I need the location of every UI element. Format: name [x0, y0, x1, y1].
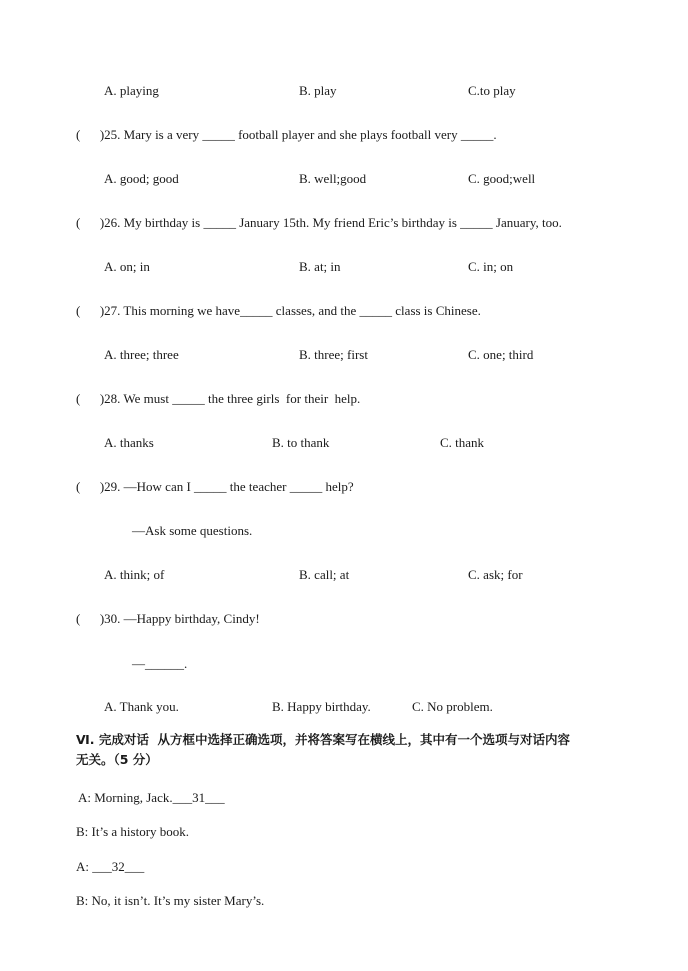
q25-option-a: A. good; good [104, 171, 179, 186]
q25-stem: ( )25. Mary is a very _____ football player and she plays football very _____. [76, 127, 497, 142]
dialogue-line-1: A: Morning, Jack.___31___ [78, 790, 225, 805]
q29-option-b: B. call; at [299, 567, 350, 582]
q27-option-b: B. three; first [299, 347, 368, 362]
dialogue-line-2: B: It’s a history book. [76, 824, 190, 839]
q28-stem: ( )28. We must _____ the three girls for their help. [76, 391, 361, 406]
q24-option-c: C.to play [468, 83, 516, 98]
q29-stem: ( )29. —How can I _____ the teacher _____ help? [76, 479, 354, 494]
q30-option-b: B. Happy birthday. [272, 699, 371, 714]
q25-option-b: B. well;good [299, 171, 367, 186]
q30-option-a: A. Thank you. [104, 699, 179, 714]
q29-option-c: C. ask; for [468, 567, 523, 582]
dialogue-line-4: B: No, it isn’t. It’s my sister Mary’s. [76, 893, 265, 908]
q24-option-b: B. play [299, 83, 337, 98]
q28-option-a: A. thanks [104, 435, 154, 450]
dialogue-line-3: A: ___32___ [76, 859, 145, 874]
section-heading-line1: Ⅵ. 完成对话 从方框中选择正确选项，并将答案写在横线上，其中有一个选项与对话内容 [76, 732, 571, 747]
q26-option-c: C. in; on [468, 259, 514, 274]
q29-reply: —Ask some questions. [132, 523, 253, 538]
q30-option-c: C. No problem. [412, 699, 493, 714]
q27-stem: ( )27. This morning we have_____ classes, and the _____ class is Chinese. [76, 303, 481, 318]
q26-option-a: A. on; in [104, 259, 150, 274]
q27-option-a: A. three; three [104, 347, 179, 362]
q26-stem: ( )26. My birthday is _____ January 15th. My friend Eric’s birthday is _____ January, too. [76, 215, 562, 230]
q25-option-c: C. good;well [468, 171, 536, 186]
q30-stem: ( )30. —Happy birthday, Cindy! [76, 611, 260, 626]
section-heading-line2: 无关。（5 分） [76, 752, 158, 767]
q24-option-a: A. playing [104, 83, 159, 98]
q30-reply: —______. [132, 656, 188, 671]
q26-option-b: B. at; in [299, 259, 341, 274]
q27-option-c: C. one; third [468, 347, 534, 362]
q28-option-c: C. thank [440, 435, 485, 450]
q29-option-a: A. think; of [104, 567, 165, 582]
q28-option-b: B. to thank [272, 435, 330, 450]
